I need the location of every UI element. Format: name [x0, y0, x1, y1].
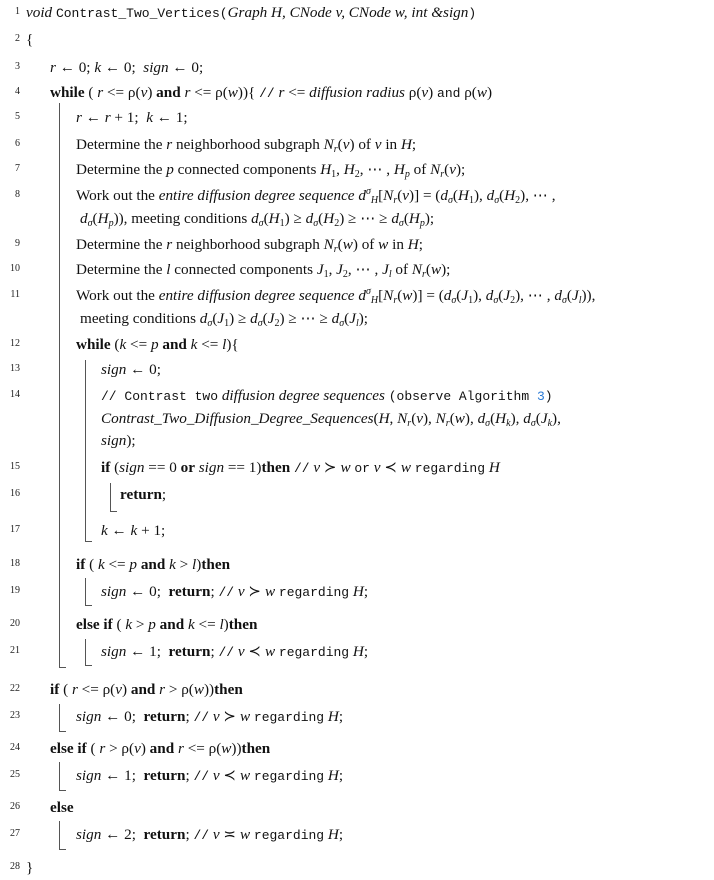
function-params: Graph H, CNode v, CNode w, int &sign: [227, 4, 469, 21]
code-line-19: sign ← 0; return; // v ≻ w regarding H;: [101, 583, 369, 600]
code-line-18: if ( k <= p and k > l)then: [76, 556, 231, 573]
code-line-21: sign ← 1; return; // v ≺ w regarding H;: [101, 643, 369, 660]
code-line-15: if (sign == 0 or sign == 1)then // v ≻ w or v ≺ w regarding H: [101, 459, 500, 476]
code-line-8-cont: $d_\sigma(H_p)$), meeting conditions $d_\sigma(H_1) \ge d_\sigma(H_2)$ ≥ ⋯ ≥ $d_\sigma(H_p)$;: [80, 210, 435, 229]
line-number: 18: [10, 558, 20, 569]
line-number: 22: [10, 683, 20, 694]
code-line-11: Work out the entire diffusion degree sequence $d^\sigma_H[N_r(w)] = (d_\sigma(J_1)$, $d_\sigma(J_2)$, ⋯ , $d_\sigma(J_l)$),: [76, 286, 596, 306]
block-rule-end: [85, 541, 92, 542]
line-number: 27: [10, 828, 20, 839]
return-type: void: [26, 4, 53, 21]
block-rule-outer-while: [59, 103, 60, 667]
code-line-1: void Contrast_Two_Vertices(Graph H, CNode v, CNode w, int &sign): [26, 4, 477, 21]
code-line-23: sign ← 0; return; // v ≻ w regarding H;: [76, 708, 344, 725]
code-line-24: else if ( r > ρ(v) and r <= ρ(w))then: [50, 740, 271, 757]
code-line-27: sign ← 2; return; // v ≍ w regarding H;: [76, 826, 344, 843]
block-rule-end: [85, 605, 92, 606]
block-rule-elseif: [85, 639, 86, 665]
line-number: 26: [10, 801, 20, 812]
function-name: Contrast_Two_Vertices: [55, 6, 220, 21]
code-line-17: k ← k + 1;: [101, 522, 166, 539]
line-number: 1: [15, 6, 20, 17]
line-number: 8: [15, 189, 20, 200]
line-number: 20: [10, 618, 20, 629]
code-line-16: return;: [120, 486, 167, 503]
code-line-5: r ← r + 1; k ← 1;: [76, 109, 188, 126]
else-keyword: else: [50, 799, 74, 816]
line-number: 6: [15, 138, 20, 149]
code-line-7: Determine the p connected components $H_1$, $H_2$, ⋯ , $H_p$ of $N_r(v)$;: [76, 161, 466, 180]
line-number: 10: [10, 263, 20, 274]
line-number: 25: [10, 769, 20, 780]
code-line-11-cont: meeting conditions $d_\sigma(J_1) \ge d_\sigma(J_2)$ ≥ ⋯ ≥ $d_\sigma(J_l)$;: [80, 310, 368, 329]
block-rule-end: [59, 667, 66, 668]
code-line-26: [50, 799, 74, 817]
line-number: 11: [10, 289, 20, 300]
block-rule-end: [59, 790, 66, 791]
block-rule-else: [59, 821, 60, 849]
code-line-2: {: [26, 31, 34, 48]
algorithm-reference-link[interactable]: 3: [536, 389, 545, 404]
block-rule-inner-while: [85, 360, 86, 541]
block-rule-if: [85, 578, 86, 605]
block-rule-end: [85, 665, 92, 666]
code-line-22: if ( r <= ρ(v) and r > ρ(w))then: [50, 681, 243, 698]
line-number: 23: [10, 710, 20, 721]
block-rule-if: [110, 483, 111, 511]
line-number: 7: [15, 163, 20, 174]
line-number: 16: [10, 488, 20, 499]
block-rule-if: [59, 704, 60, 731]
line-number: 5: [15, 111, 20, 122]
code-line-3: r ← 0; k ← 0; sign ← 0;: [50, 59, 204, 76]
line-number: 4: [15, 86, 20, 97]
code-line-6: Determine the r neighborhood subgraph $N_r(v)$ of v in H;: [76, 136, 417, 155]
block-rule-end: [110, 511, 117, 512]
line-number: 14: [10, 389, 20, 400]
code-line-28: }: [26, 859, 34, 876]
line-number: 3: [15, 61, 20, 72]
line-number: 15: [10, 461, 20, 472]
code-line-12: while (k <= p and k <= l){: [76, 336, 239, 353]
block-rule-end: [59, 849, 66, 850]
line-number: 19: [10, 585, 20, 596]
line-number: 17: [10, 524, 20, 535]
code-line-25: sign ← 1; return; // v ≺ w regarding H;: [76, 767, 344, 784]
line-number: 24: [10, 742, 20, 753]
code-line-14-cont: Contrast_Two_Diffusion_Degree_Sequences(H, $N_r(v)$, $N_r(w)$, $d_\sigma(H_k)$, $d_\sigma(J_k)$,: [101, 410, 561, 429]
line-number: 13: [10, 363, 20, 374]
code-line-13: sign ← 0;: [101, 361, 161, 378]
line-number: 2: [15, 33, 20, 44]
code-line-10: Determine the l connected components $J_1$, $J_2$, ⋯ , $J_l$ of $N_r(w)$;: [76, 261, 451, 280]
code-line-14-cont2: sign);: [101, 432, 136, 449]
line-number: 12: [10, 338, 20, 349]
line-number: 28: [10, 861, 20, 872]
block-rule-end: [59, 731, 66, 732]
code-line-20: else if ( k > p and k <= l)then: [76, 616, 258, 633]
code-line-14: // Contrast two diffusion degree sequences (observe Algorithm 3): [101, 387, 553, 404]
block-rule-elseif: [59, 762, 60, 790]
line-number: 21: [10, 645, 20, 656]
line-number: 9: [15, 238, 20, 249]
code-line-8: Work out the entire diffusion degree sequence $d^\sigma_H[N_r(v)] = (d_\sigma(H_1)$, $d_\sigma(H_2)$, ⋯ ,: [76, 186, 556, 206]
code-line-9: Determine the r neighborhood subgraph $N_r(w)$ of w in H;: [76, 236, 423, 255]
code-line-4: while ( r <= ρ(v) and r <= ρ(w)){ // r <= diffusion radius ρ(v) and ρ(w): [50, 84, 493, 101]
